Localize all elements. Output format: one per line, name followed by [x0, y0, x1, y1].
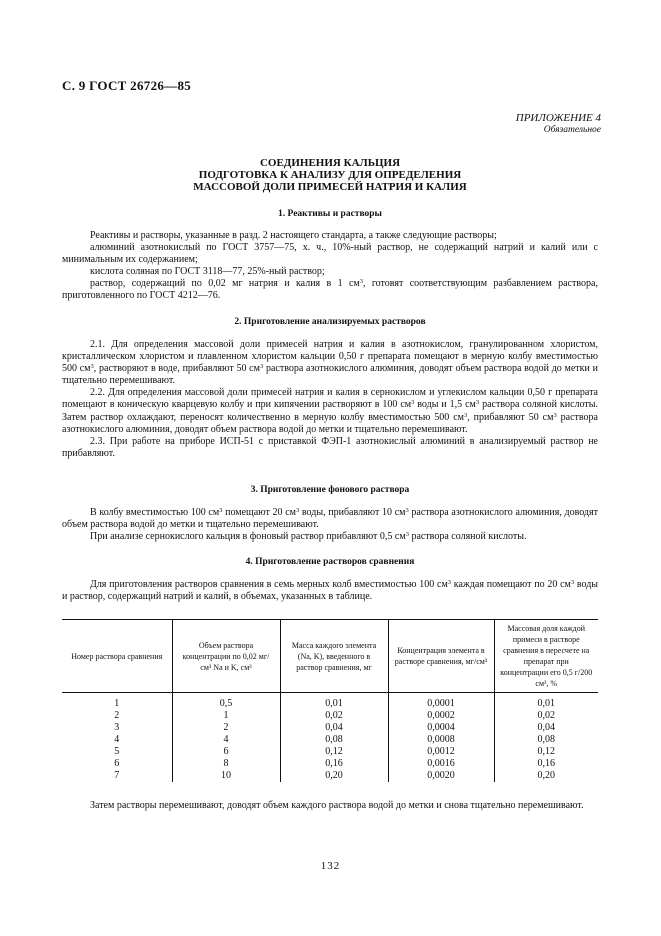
table-cell: 0,04 [494, 722, 598, 734]
table-row [62, 746, 598, 758]
table-cell: 3 [114, 722, 120, 733]
table-cell: 0,20 [280, 770, 388, 782]
table-cell: 2 [172, 722, 280, 734]
paragraph: В колбу вместимостью 100 $см^3$ помещают 20 $см^3$ воды, прибавляют 10 $см^3$ раствора азотнокислого алюминия, доводят объем раствора водой до метки и тщательно перемешивают. [62, 507, 598, 531]
title-line-1: СОЕДИНЕНИЯ КАЛЬЦИЯ [259, 157, 401, 169]
table-cell: 6 [114, 758, 120, 769]
section-2-body [62, 339, 598, 460]
table-cell: 0,12 [494, 746, 598, 758]
column-header: Концентрация элемента в растворе сравнения, мг/см³ [388, 620, 494, 693]
paragraph: 2.2. Для определения массовой доли примесей натрия и калия в сернокислом и углекислом кальции 0,50 г препарата помещают в коническую кварцевую колбу и при кипячении растворяют в 100 $см^3$ воды и 1,5 $см^3$ раствора соляной кислоты. Затем раствор охлаждают, переносят количественно в мерную колбу вместимостью 500 $см^3$, прибавляют 50 $см^3$ раствора азотнокислого алюминия, доводят объем раствора водой до метки и тщательно перемешивают. [62, 387, 598, 435]
table-row [62, 693, 598, 711]
table-row [62, 770, 598, 782]
paragraph: Реактивы и растворы, указанные в разд. 2 настоящего стандарта, а также следующие растворы; [90, 230, 497, 241]
table-cell: 0,04 [280, 722, 388, 734]
column-header: Объем раствора концентрации по 0,02 мг/см³ Na и K, см³ [172, 620, 280, 693]
table-cell: 0,0008 [388, 734, 494, 746]
table-cell: 6 [172, 746, 280, 758]
page-header: С. 9 ГОСТ 26726—85 [62, 78, 192, 93]
table-cell: 0,08 [280, 734, 388, 746]
comparison-solutions-table [62, 619, 598, 782]
table-cell: 0,16 [494, 758, 598, 770]
table-cell: 0,02 [494, 710, 598, 722]
table-header-row [62, 620, 598, 693]
section-heading-1: 1. Реактивы и растворы [278, 209, 382, 219]
table-cell: 2 [114, 710, 120, 721]
table-cell: 0,20 [494, 770, 598, 782]
page-number: 132 [320, 860, 341, 872]
section-heading-2: 2. Приготовление анализируемых растворов [234, 317, 426, 327]
table-cell: 4 [114, 734, 120, 745]
table-cell: 0,0016 [388, 758, 494, 770]
table-cell: 0,01 [280, 693, 388, 711]
table-cell: 4 [172, 734, 280, 746]
title-line-2: ПОДГОТОВКА К АНАЛИЗУ ДЛЯ ОПРЕДЕЛЕНИЯ [198, 169, 462, 182]
section-3-body [62, 507, 598, 543]
table-cell: 10 [172, 770, 280, 782]
column-header: Номер раствора сравнения [71, 651, 163, 661]
table-cell: 0,12 [280, 746, 388, 758]
table-cell: 0,01 [494, 693, 598, 711]
table-cell: 1 [114, 698, 120, 709]
section-heading-3: 3. Приготовление фонового раствора [250, 485, 410, 495]
appendix-status: Обязательное [543, 125, 601, 135]
table-cell: 0,08 [494, 734, 598, 746]
paragraph: 2.1. Для определения массовой доли примесей натрия и калия в азотнокислом, гранулированном хлористом, кристаллическом хлористом и плавленном хлористом кальции 0,50 г препарата помещают в мерную колбу вместимостью 500 $см^3$, растворяют в воде, прибавляют 50 $см^3$ раствора азотнокислого алюминия, доводят объем раствора водой до метки и тщательно перемешивают. [62, 339, 598, 387]
table-cell: 8 [172, 758, 280, 770]
table-cell: 0,0004 [388, 722, 494, 734]
paragraph: При анализе сернокислого кальция в фоновый раствор прибавляют 0,5 $см^3$ раствора соляной кислоты. [90, 531, 527, 543]
paragraph: Для приготовления растворов сравнения в семь мерных колб вместимостью 100 $см^3$ каждая помещают по 20 $см^3$ воды и раствор, содержащий натрий и калий, в объемах, указанных в таблице. [62, 579, 599, 603]
table-row [62, 722, 598, 734]
table-cell: 1 [172, 710, 280, 722]
document-title [62, 157, 598, 194]
table-cell: 0,0002 [388, 710, 494, 722]
table-cell: 0,0020 [388, 770, 494, 782]
section-1-body [62, 230, 598, 303]
table-cell: 0,0001 [388, 693, 494, 711]
paragraph: раствор, содержащий по 0,02 мг натрия и калия в 1 $см^3$, готовят соответствующим разбавлением раствора, приготовленного по ГОСТ 4212—76. [62, 278, 598, 302]
table-cell: 0,16 [280, 758, 388, 770]
column-header: Массовая доля каждой примеси в растворе сравнения в пересчете на препарат при концентрации его 0,5 г/200 см³, % [494, 620, 598, 693]
table-row [62, 710, 598, 722]
closing-paragraph [62, 800, 598, 812]
table-cell: 0,02 [280, 710, 388, 722]
table-cell: 7 [114, 770, 120, 781]
table-cell: 5 [114, 746, 120, 757]
paragraph: алюминий азотнокислый по ГОСТ 3757—75, х. ч., 10%-ный раствор, не содержащий натрий и калий или с минимальным их содержанием; [62, 242, 598, 266]
table-row [62, 734, 598, 746]
title-line-3: МАССОВОЙ ДОЛИ ПРИМЕСЕЙ НАТРИЯ И КАЛИЯ [193, 181, 467, 194]
appendix-title: ПРИЛОЖЕНИЕ 4 [515, 112, 601, 124]
section-4-body [62, 579, 598, 603]
paragraph: кислота соляная по ГОСТ 3118—77, 25%-ный раствор; [90, 266, 325, 278]
paragraph: Затем растворы перемешивают, доводят объем каждого раствора водой до метки и снова тщательно перемешивают. [90, 800, 584, 811]
appendix-label [516, 112, 601, 135]
table-cell: 0,0012 [388, 746, 494, 758]
table-cell: 0,5 [172, 693, 280, 711]
table-row [62, 758, 598, 770]
column-header: Масса каждого элемента (Na, K), введенного в раствор сравнения, мг [280, 620, 388, 693]
paragraph: 2.3. При работе на приборе ИСП-51 с приставкой ФЭП-1 азотнокислый алюминий в анализируемый раствор не прибавляют. [62, 435, 598, 459]
section-heading-4: 4. Приготовление растворов сравнения [245, 557, 415, 567]
